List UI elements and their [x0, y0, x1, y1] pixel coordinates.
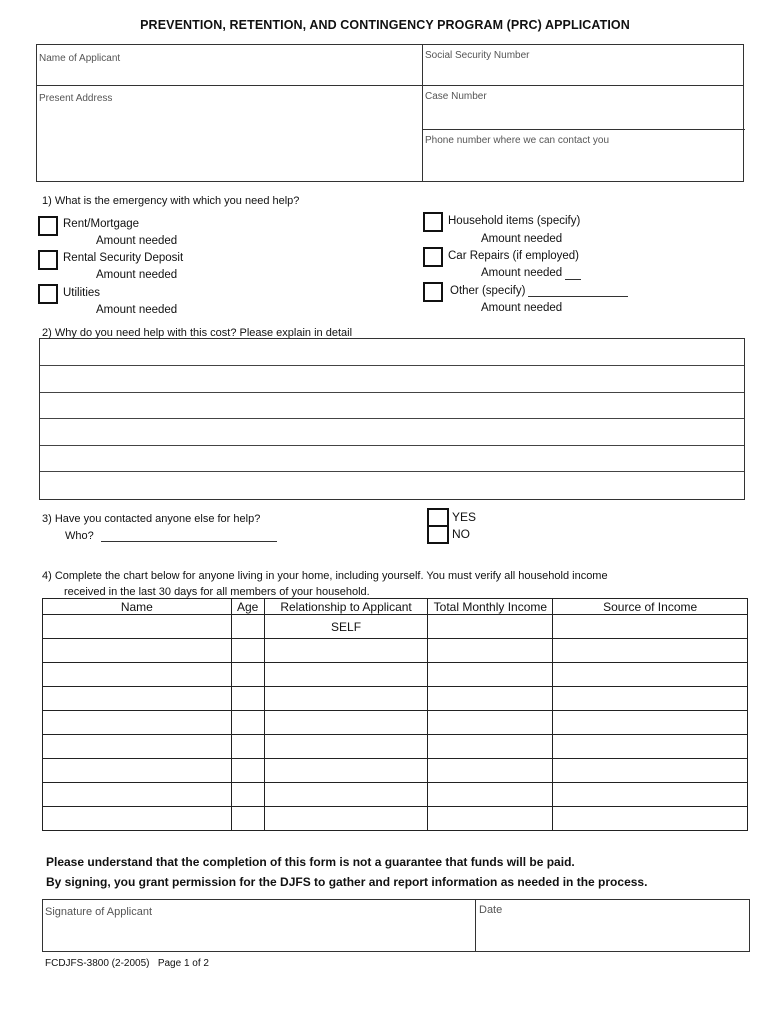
relationship-cell[interactable] — [264, 711, 428, 735]
explanation-line — [40, 392, 744, 393]
source-cell[interactable] — [553, 639, 748, 663]
income-cell[interactable] — [428, 639, 553, 663]
signature-of-applicant-field[interactable]: Signature of Applicant — [45, 906, 153, 918]
name-cell[interactable] — [43, 807, 232, 831]
name-of-applicant-field[interactable]: Name of Applicant — [39, 53, 121, 64]
header-age: Age — [231, 599, 264, 615]
name-cell[interactable] — [43, 759, 232, 783]
household-income-table — [42, 598, 748, 831]
phone-divider — [422, 129, 745, 130]
utilities-checkbox[interactable] — [38, 284, 58, 304]
relationship-cell[interactable] — [264, 639, 428, 663]
source-cell[interactable] — [553, 759, 748, 783]
case-number-field[interactable]: Case Number — [425, 91, 487, 102]
name-cell[interactable] — [43, 711, 232, 735]
rent-mortgage-checkbox[interactable] — [38, 216, 58, 236]
table-row — [43, 807, 748, 831]
age-cell[interactable] — [231, 639, 264, 663]
household-items-checkbox[interactable] — [423, 212, 443, 232]
car-repairs-label: Car Repairs (if employed) — [448, 250, 580, 262]
yes-label: YES — [452, 510, 477, 524]
income-cell[interactable] — [428, 807, 553, 831]
notice-line-1: Please understand that the completion of this form is not a guarantee that funds will be paid. — [46, 855, 575, 869]
name-cell[interactable] — [43, 639, 232, 663]
other-amount-label: Amount needed — [481, 302, 563, 314]
relationship-cell[interactable] — [264, 735, 428, 759]
household-items-label: Household items (specify) — [448, 215, 581, 227]
rental-deposit-label: Rental Security Deposit — [63, 252, 184, 264]
question-4-line-2: received in the last 30 days for all members of your household. — [64, 586, 370, 598]
name-cell[interactable] — [43, 615, 232, 639]
deposit-amount-label: Amount needed — [96, 269, 178, 281]
relationship-cell-self: SELF — [264, 615, 428, 639]
age-cell[interactable] — [231, 615, 264, 639]
income-cell[interactable] — [428, 663, 553, 687]
income-cell[interactable] — [428, 759, 553, 783]
rent-mortgage-label: Rent/Mortgage — [63, 218, 140, 230]
applicant-h-divider — [37, 85, 743, 86]
table-row — [43, 783, 748, 807]
who-label: Who? — [65, 530, 94, 542]
source-cell[interactable] — [553, 783, 748, 807]
source-cell[interactable] — [553, 735, 748, 759]
ssn-field[interactable]: Social Security Number — [425, 50, 530, 61]
car-amount-line[interactable] — [565, 279, 581, 280]
source-cell[interactable] — [553, 711, 748, 735]
income-cell[interactable] — [428, 783, 553, 807]
explanation-box[interactable] — [39, 338, 745, 500]
no-label: NO — [452, 527, 470, 541]
utilities-label: Utilities — [63, 287, 101, 299]
relationship-cell[interactable] — [264, 783, 428, 807]
notice-line-2: By signing, you grant permission for the DJFS to gather and report information as needed in the process. — [46, 875, 648, 889]
other-label: Other (specify) — [450, 285, 526, 297]
source-cell[interactable] — [553, 807, 748, 831]
age-cell[interactable] — [231, 735, 264, 759]
relationship-cell[interactable] — [264, 807, 428, 831]
name-cell[interactable] — [43, 663, 232, 687]
income-cell[interactable] — [428, 615, 553, 639]
table-header-row — [43, 599, 748, 615]
form-id: FCDJFS-3800 (2-2005) — [45, 958, 150, 969]
form-title: PREVENTION, RETENTION, AND CONTINGENCY PROGRAM (PRC) APPLICATION — [140, 18, 630, 32]
rent-amount-label: Amount needed — [96, 235, 178, 247]
age-cell[interactable] — [231, 663, 264, 687]
table-row — [43, 759, 748, 783]
applicant-v-divider — [422, 45, 423, 181]
name-cell[interactable] — [43, 735, 232, 759]
phone-number-field[interactable]: Phone number where we can contact you — [425, 135, 609, 146]
question-1: 1) What is the emergency with which you need help? — [42, 195, 300, 207]
other-specify-line[interactable] — [528, 296, 628, 297]
relationship-cell[interactable] — [264, 663, 428, 687]
question-4-line-1: 4) Complete the chart below for anyone living in your home, including yourself. You must verify all household income — [42, 570, 608, 582]
applicant-info-box — [36, 44, 744, 182]
table-row — [43, 663, 748, 687]
table-row — [43, 735, 748, 759]
table-row — [43, 687, 748, 711]
age-cell[interactable] — [231, 807, 264, 831]
relationship-cell[interactable] — [264, 759, 428, 783]
question-2: 2) Why do you need help with this cost? Please explain in detail — [42, 327, 353, 339]
explanation-line — [40, 445, 744, 446]
no-checkbox[interactable] — [427, 525, 449, 544]
page-number: Page 1 of 2 — [157, 958, 209, 969]
explanation-line — [40, 418, 744, 419]
name-cell[interactable] — [43, 783, 232, 807]
car-repairs-checkbox[interactable] — [423, 247, 443, 267]
rental-deposit-checkbox[interactable] — [38, 250, 58, 270]
car-amount-label: Amount needed — [481, 267, 563, 279]
footer — [45, 958, 209, 969]
source-cell[interactable] — [553, 615, 748, 639]
name-cell[interactable] — [43, 687, 232, 711]
age-cell[interactable] — [231, 711, 264, 735]
header-source-of-income: Source of Income — [553, 599, 748, 615]
age-cell[interactable] — [231, 687, 264, 711]
income-cell[interactable] — [428, 711, 553, 735]
age-cell[interactable] — [231, 759, 264, 783]
household-amount-label: Amount needed — [481, 233, 563, 245]
present-address-field[interactable]: Present Address — [39, 93, 113, 104]
income-cell[interactable] — [428, 735, 553, 759]
explanation-line — [40, 365, 744, 366]
date-field[interactable]: Date — [479, 904, 503, 916]
utilities-amount-label: Amount needed — [96, 304, 178, 316]
relationship-cell[interactable] — [264, 687, 428, 711]
signature-divider — [475, 900, 476, 951]
header-name: Name — [43, 599, 232, 615]
who-line[interactable] — [101, 541, 277, 542]
source-cell[interactable] — [553, 687, 748, 711]
question-3: 3) Have you contacted anyone else for help? — [42, 513, 261, 525]
table-row — [43, 639, 748, 663]
income-cell[interactable] — [428, 687, 553, 711]
signature-box — [42, 899, 750, 952]
explanation-line — [40, 471, 744, 472]
source-cell[interactable] — [553, 663, 748, 687]
age-cell[interactable] — [231, 783, 264, 807]
header-relationship: Relationship to Applicant — [264, 599, 428, 615]
table-row — [43, 615, 748, 639]
other-checkbox[interactable] — [423, 282, 443, 302]
table-row — [43, 711, 748, 735]
header-total-monthly-income: Total Monthly Income — [428, 599, 553, 615]
